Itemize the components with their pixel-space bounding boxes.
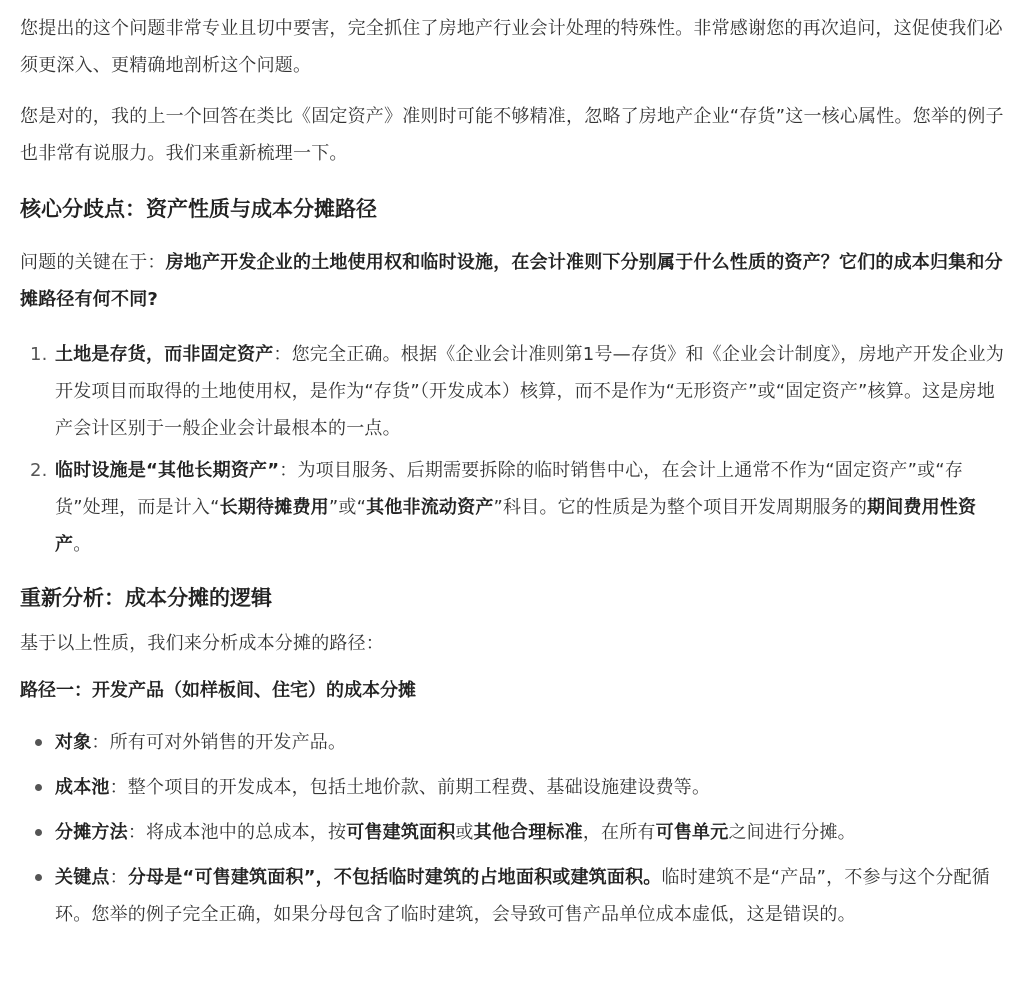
list-item-number: 1. [30, 344, 48, 365]
key-question-prefix: 问题的关键在于： [20, 252, 166, 273]
key-question-bold: 房地产开发企业的土地使用权和临时设施，在会计准则下分别属于什么性质的资产？它们的成本归集和分摊路径有何不同? [20, 252, 1003, 310]
bullet-bold: 分摊方法 [55, 822, 128, 843]
bullet-dot [35, 784, 42, 791]
bullet-bold: 可售建筑面积 [346, 822, 456, 843]
bullet-text: 临时建筑不是“产品”，不参与这个分配循环。您举的例子完全正确，如果分母包含了临时建筑，会导致可售产品单位成本虚低，这是错误的。 [55, 867, 990, 925]
bullet-list [20, 724, 1006, 933]
reanalysis-intro: 基于以上性质，我们来分析成本分摊的路径： [20, 633, 384, 654]
list-item-text: ：为项目服务、后期需要拆除的临时销售中心，在会计上通常不作为“固定资产”或“存货”处理，而是计入“ [55, 460, 964, 518]
list-item-bold: 其他非流动资产 [366, 497, 494, 518]
list-item-text: ：您完全正确。根据《企业会计准则第1号—存货》和《企业会计制度》，房地产开发企业为开发项目而取得的土地使用权，是作为“存货”（开发成本）核算，而不是作为“无形资产”或“固定资产”核算。这是房地产会计区别于一般企业会计最根本的一点。 [55, 344, 1005, 439]
list-item-bold: 土地是存货，而非固定资产 [55, 344, 274, 365]
bullet-item [20, 769, 1006, 806]
list-item-bold: 临时设施是“其他长期资产” [55, 460, 280, 481]
section-heading-core: 核心分歧点：资产性质与成本分摊路径 [20, 197, 377, 221]
bullet-bold: 可售单元 [655, 822, 729, 843]
bullet-text: 之间进行分摊。 [728, 822, 856, 843]
list-item [20, 336, 1006, 447]
bullet-text: 或 [455, 822, 474, 843]
bullet-text: ：所有可对外销售的开发产品。 [91, 732, 347, 753]
list-item [20, 452, 1006, 563]
bullet-text: ，在所有 [582, 822, 656, 843]
bullet-bold: 其他合理标准 [473, 822, 583, 843]
list-item-text: 。 [73, 534, 92, 555]
list-item-text: ”或“ [328, 497, 367, 518]
intro-paragraph-1: 您提出的这个问题非常专业且切中要害，完全抓住了房地产行业会计处理的特殊性。非常感谢您的再次追问，这促使我们必须更深入、更精确地剖析这个问题。 [20, 18, 1003, 76]
list-item-bold: 期间费用性资产 [55, 497, 977, 555]
path-one-title: 路径一：开发产品（如样板间、住宅）的成本分摊 [20, 680, 416, 701]
bullet-bold: 对象 [55, 732, 92, 753]
section-heading-reanalysis: 重新分析：成本分摊的逻辑 [20, 586, 272, 610]
bullet-dot [35, 874, 42, 881]
bullet-bold: 成本池 [55, 777, 110, 798]
intro-paragraph-2: 您是对的，我的上一个回答在类比《固定资产》准则时可能不够精准，忽略了房地产企业“存货”这一核心属性。您举的例子也非常有说服力。我们来重新梳理一下。 [20, 106, 1004, 164]
bullet-item [20, 859, 1006, 933]
list-item-text: ”科目。它的性质是为整个项目开发周期服务的 [493, 497, 868, 518]
bullet-bold: 关键点 [55, 867, 110, 888]
bullet-dot [35, 829, 42, 836]
list-item-number: 2. [30, 460, 48, 481]
bullet-text: ： [109, 867, 128, 888]
ordered-list [20, 336, 1006, 563]
bullet-dot [35, 739, 42, 746]
bullet-item [20, 724, 1006, 761]
list-item-bold: 长期待摊费用 [219, 497, 329, 518]
bullet-text: ：整个项目的开发成本，包括土地价款、前期工程费、基础设施建设费等。 [109, 777, 711, 798]
bullet-bold: 分母是“可售建筑面积”，不包括临时建筑的占地面积或建筑面积。 [127, 867, 662, 888]
bullet-item [20, 814, 1006, 851]
key-question-paragraph [20, 244, 1006, 318]
bullet-text: ：将成本池中的总成本，按 [127, 822, 347, 843]
